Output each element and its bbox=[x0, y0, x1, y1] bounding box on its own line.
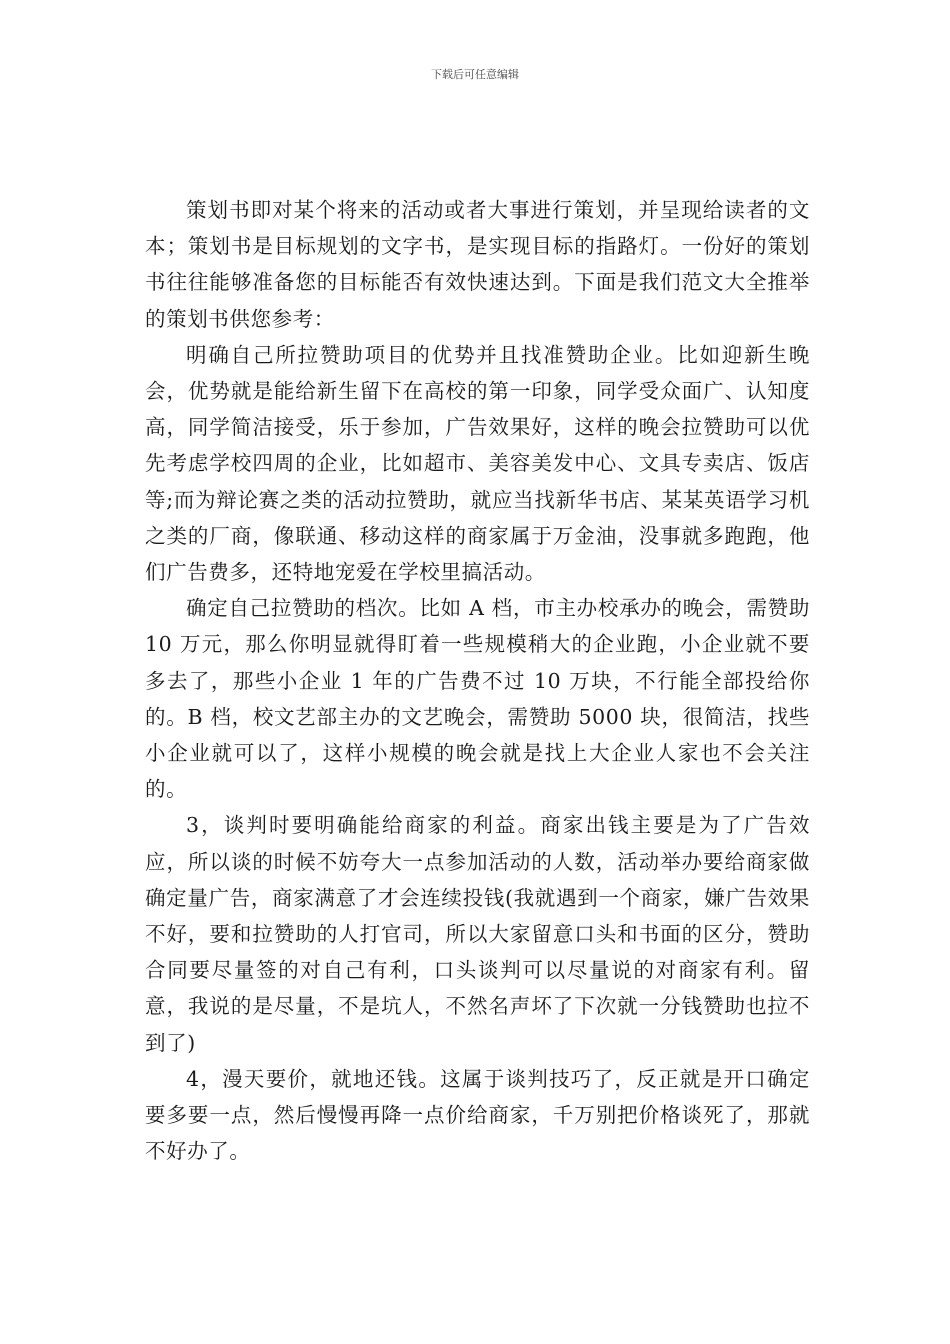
paragraph-intro: 策划书即对某个将来的活动或者大事进行策划，并呈现给读者的文本；策划书是目标规划的文字书，是实现目标的指路灯。一份好的策划书往往能够准备您的目标能否有效快速达到。下面是我们范文大全推举的策划书供您参考： bbox=[145, 198, 810, 331]
paragraph-sponsor-tier: 确定自己拉赞助的档次。比如 A 档，市主办校承办的晚会，需赞助 10 万元，那么你明显就得盯着一些规模稍大的企业跑，小企业就不要多去了，那些小企业 1 年的广告费不过 10 万块，不行能全部投给你的。B 档，校文艺部主办的文艺晚会，需赞助 5000 块，很简洁，找些小企业就可以了，这样小规模的晚会就是找上大企业人家也不会关注的。 bbox=[145, 596, 810, 802]
paragraph-sponsor-advantage: 明确自己所拉赞助项目的优势并且找准赞助企业。比如迎新生晚会，优势就是能给新生留下在高校的第一印象，同学受众面广、认知度高，同学简洁接受，乐于参加，广告效果好，这样的晚会拉赞助可以优先考虑学校四周的企业，比如超市、美容美发中心、文具专卖店、饭店等;而为辩论赛之类的活动拉赞助，就应当找新华书店、某某英语学习机之类的厂商，像联通、移动这样的商家属于万金油，没事就多跑跑，他们广告费多，还特地宠爱在学校里搞活动。 bbox=[145, 342, 810, 585]
paragraph-negotiation-benefit: 3，谈判时要明确能给商家的利益。商家出钱主要是为了广告效应，所以谈的时候不妨夸大一点参加活动的人数，活动举办要给商家做确定量广告，商家满意了才会连续投钱(我就遇到一个商家，嫌广告效果不好，要和拉赞助的人打官司，所以大家留意口头和书面的区分，赞助合同要尽量签的对自己有利，口头谈判可以尽量说的对商家有利。留意，我说的是尽量，不是坑人，不然名声坏了下次就一分钱赞助也拉不到了) bbox=[145, 813, 810, 1055]
page-header: 下载后可任意编辑 bbox=[431, 68, 519, 81]
paragraph-bargaining: 4，漫天要价，就地还钱。这属于谈判技巧了，反正就是开口确定要多要一点，然后慢慢再降一点价给商家，千万别把价格谈死了，那就不好办了。 bbox=[145, 1066, 810, 1164]
document-body bbox=[145, 192, 810, 1169]
